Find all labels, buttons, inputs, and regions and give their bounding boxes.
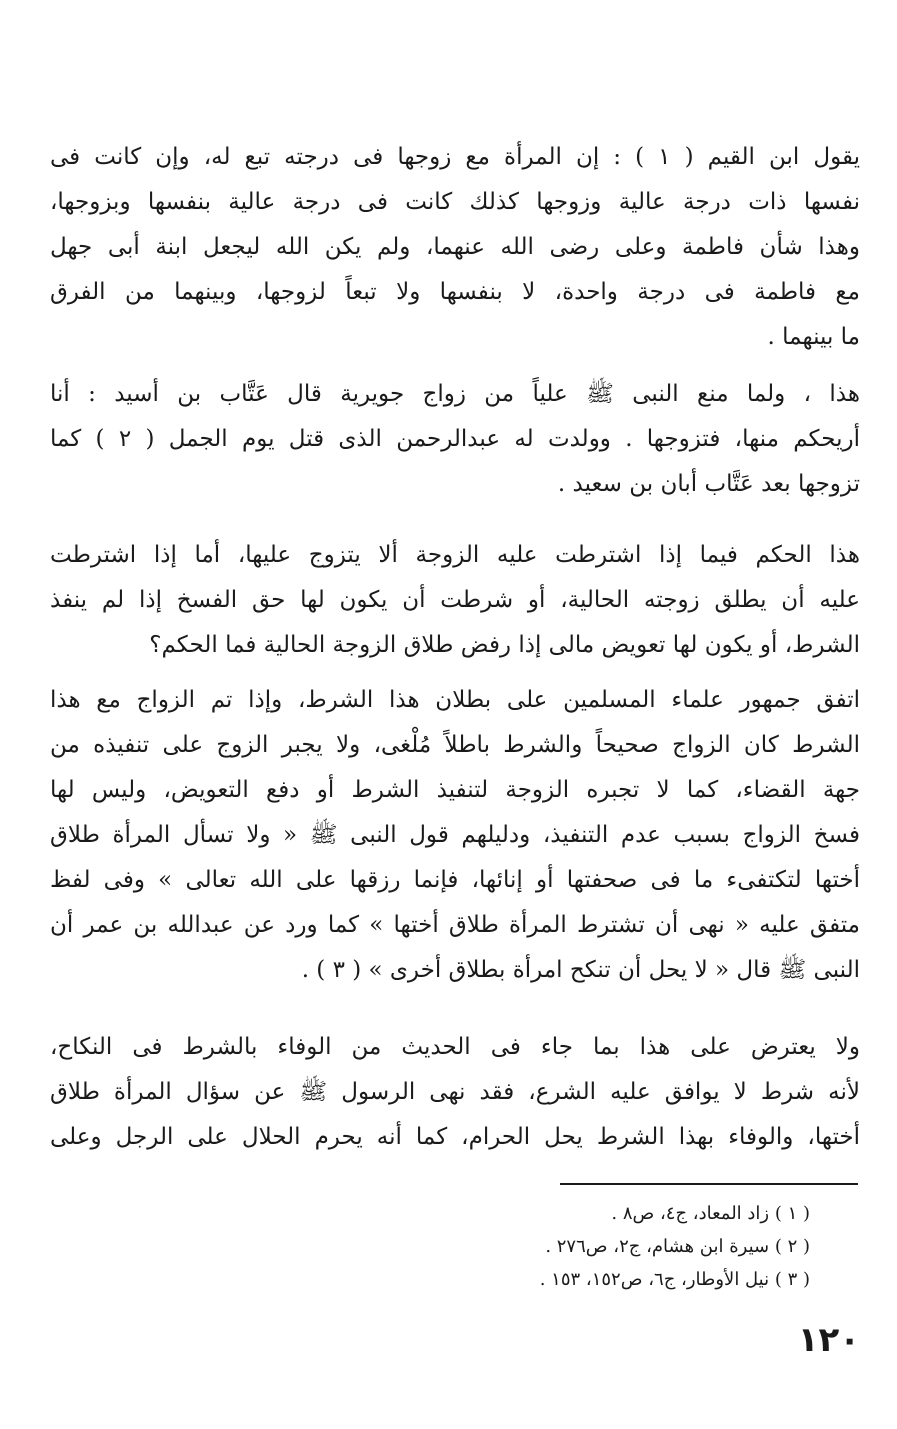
page-number: ١٢٠ (797, 1320, 860, 1360)
paragraph-objection (50, 1025, 860, 1160)
text-line: ما بينهما . (767, 324, 860, 350)
text-line: ولا يعترض على هذا بما جاء فى الحديث من الوفاء بالشرط فى النكاح، (50, 1034, 860, 1060)
footnote-divider (560, 1183, 858, 1185)
text-line: أريحكم منها، فتزوجها . وولدت له عبدالرحمن الذى قتل يوم الجمل ( ٢ ) كما (50, 426, 860, 452)
footnote-2: ( ٢ ) سيرة ابن هشام، ج٢، ص٢٧٦ . (545, 1236, 810, 1257)
paragraph-attab-marriage (50, 372, 860, 507)
text-line: عليه أن يطلق زوجته الحالية، أو شرطت أن يكون لها حق الفسخ إذا لم ينفذ (50, 587, 860, 613)
text-line: لأنه شرط لا يوافق عليه الشرع، فقد نهى الرسول ﷺ عن سؤال المرأة طلاق (50, 1079, 860, 1105)
text-line: النبى ﷺ قال « لا يحل أن تنكح امرأة بطلاق أخرى » ( ٣ ) . (301, 957, 860, 983)
text-line: نفسها ذات درجة عالية وزوجها كذلك كانت فى درجة عالية بنفسها وبزوجها، (50, 189, 860, 215)
text-line: وهذا شأن فاطمة وعلى رضى الله عنهما، ولم يكن الله ليجعل ابنة أبى جهل (50, 234, 860, 260)
text-line: هذا الحكم فيما إذا اشترطت عليه الزوجة ألا يتزوج عليها، أما إذا اشترطت (50, 542, 860, 568)
text-line: الشرط كان الزواج صحيحاً والشرط باطلاً مُلْغى، ولا يجبر الزوج على تنفيذه من (50, 732, 860, 758)
footnote-1: ( ١ ) زاد المعاد، ج٤، ص٨ . (611, 1203, 810, 1224)
paragraph-ibn-qayyim-quote (50, 135, 860, 360)
paragraph-ruling-question (50, 533, 860, 668)
text-line: تزوجها بعد عَتَّاب أبان بن سعيد . (557, 471, 860, 497)
text-line: أختها، والوفاء بهذا الشرط يحل الحرام، كما أنه يحرم الحلال على الرجل وعلى (50, 1124, 860, 1150)
text-line: الشرط، أو يكون لها تعويض مالى إذا رفض طلاق الزوجة الحالية فما الحكم؟ (149, 632, 860, 658)
footnote-3: ( ٣ ) نيل الأوطار، ج٦، ص١٥٢، ١٥٣ . (539, 1269, 810, 1290)
text-line: اتفق جمهور علماء المسلمين على بطلان هذا الشرط، وإذا تم الزواج مع هذا (50, 687, 860, 713)
footnotes (300, 1197, 810, 1296)
text-line: أختها لتكتفىء ما فى صحفتها أو إنائها، فإنما رزقها على الله تعالى » وفى لفظ (50, 867, 860, 893)
text-line: جهة القضاء، كما لا تجبره الزوجة لتنفيذ الشرط أو دفع التعويض، وليس لها (50, 777, 860, 803)
text-line: مع فاطمة فى درجة واحدة، لا بنفسها ولا تبعاً لزوجها، وبينهما من الفرق (50, 279, 860, 305)
text-line: هذا ، ولما منع النبى ﷺ علياً من زواج جويرية قال عَتَّاب بن أسيد : أنا (50, 381, 860, 407)
text-line: متفق عليه « نهى أن تشترط المرأة طلاق أختها » كما ورد عن عبدالله بن عمر أن (50, 912, 860, 938)
text-line: فسخ الزواج بسبب عدم التنفيذ، ودليلهم قول النبى ﷺ « ولا تسأل المرأة طلاق (50, 822, 860, 848)
paragraph-scholars-consensus (50, 678, 860, 993)
text-line: يقول ابن القيم ( ١ ) : إن المرأة مع زوجها فى درجته تبع له، وإن كانت فى (50, 144, 860, 170)
